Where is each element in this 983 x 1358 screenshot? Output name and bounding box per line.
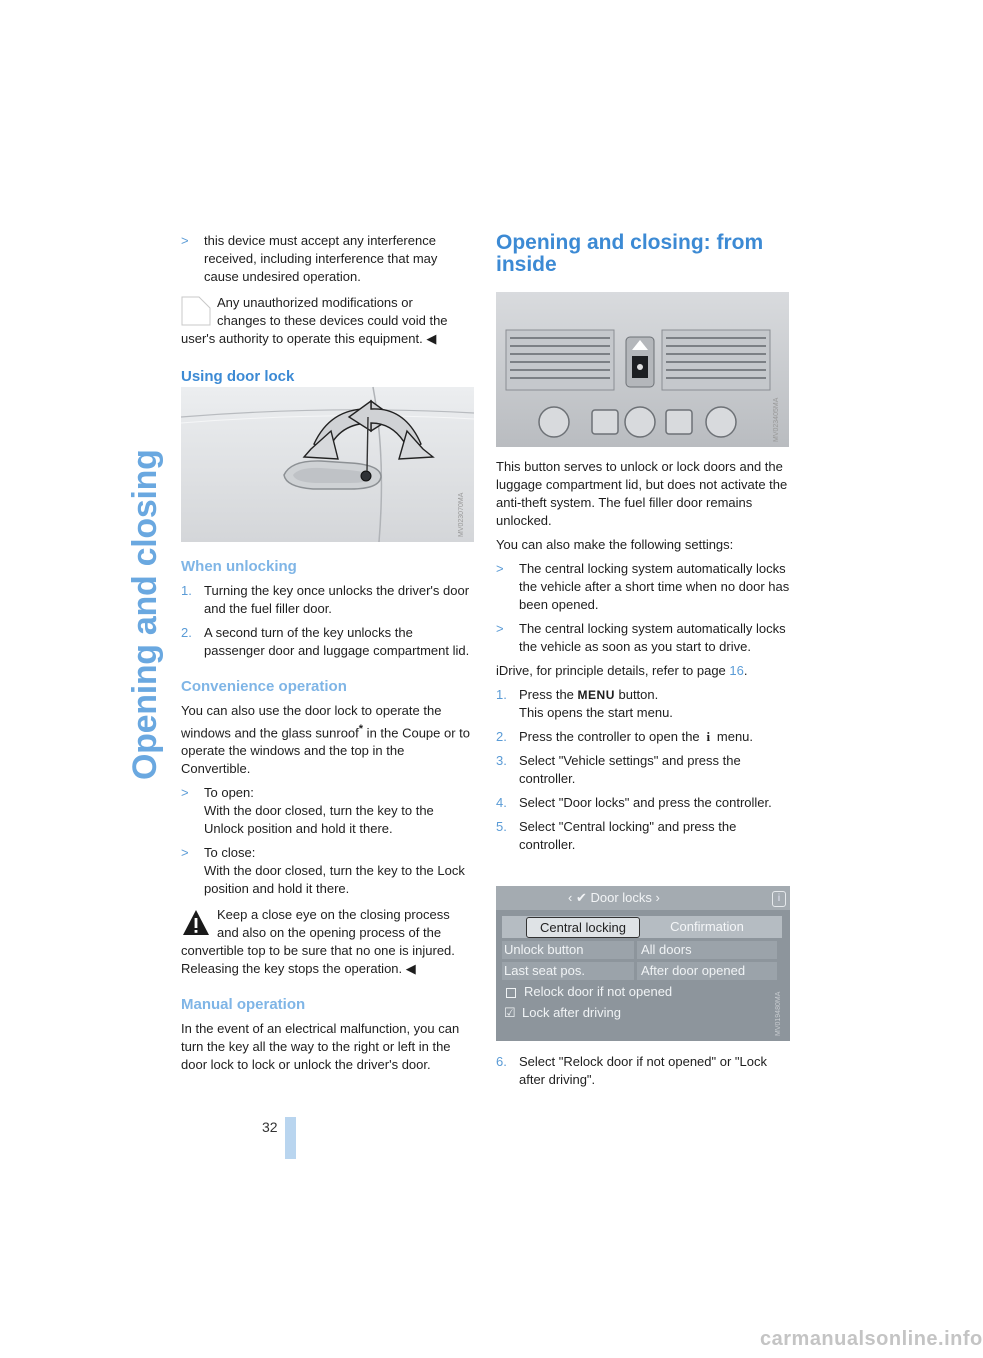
setting-value-all-doors[interactable]: All doors: [637, 941, 777, 959]
right-column: [496, 232, 790, 276]
note-icon: [181, 296, 211, 326]
list-item: 3. Select "Vehicle settings" and press the controller.: [496, 753, 741, 786]
figure-code: MV023405MA: [773, 397, 780, 442]
door-handle-illustration: [181, 387, 474, 542]
list-item: > The central locking system automatically locks the vehicle as soon as you start to drive.: [496, 621, 786, 654]
tab-central-locking[interactable]: Central locking: [526, 917, 640, 938]
info-icon: i: [772, 891, 786, 907]
list-item: 2. A second turn of the key unlocks the passenger door and luggage compartment lid.: [181, 625, 470, 658]
paragraph: In the event of an electrical malfunction, you can turn the key all the way to the right or left in the door lock to lock or unlock the driver's door.: [181, 1021, 460, 1073]
figure-code: MV019480MA: [775, 991, 782, 1036]
paragraph: iDrive, for principle details, refer to page 16.: [496, 663, 748, 678]
warning-icon: [181, 908, 211, 938]
option-lock-after-driving[interactable]: ☑ Lock after driving: [504, 1005, 621, 1020]
option-relock-door[interactable]: Relock door if not opened: [502, 983, 773, 1001]
checkmark-car-icon: ✔: [575, 890, 587, 905]
list-item: 1. Press the MENU button. This opens the start menu.: [496, 687, 673, 720]
paragraph: This button serves to unlock or lock doors and the luggage compartment lid, but does not activate the anti-theft system. The fuel filler door remains unlocked.: [496, 459, 788, 528]
menu-button-label: MENU: [577, 688, 615, 702]
heading-opening-closing-inside: Opening and closing: from inside: [496, 231, 764, 276]
heading-when-unlocking: When unlocking: [181, 558, 297, 575]
list-item: 6. Select "Relock door if not opened" or "Lock after driving".: [496, 1054, 767, 1087]
list-item: > To close: With the door closed, turn the key to the Lock position and hold it there.: [181, 845, 465, 897]
page-number: 32: [262, 1119, 278, 1135]
right-column-end: [496, 1053, 790, 1095]
paragraph: You can also make the following settings:: [496, 537, 734, 552]
checked-checkbox-icon: ☑: [504, 1005, 516, 1020]
center-console-figure: [496, 292, 789, 447]
screen-title: ‹ ✔ Door locks ›: [568, 890, 660, 905]
paragraph: You can also use the door lock to operate the windows and the glass sunroof* in the Coupe or to operate the windows and the top in the Convertible.: [181, 703, 471, 777]
center-console-illustration: [496, 292, 789, 447]
list-item: 4. Select "Door locks" and press the controller.: [496, 795, 772, 810]
tab-confirmation[interactable]: Confirmation: [670, 919, 744, 934]
left-column: [181, 232, 473, 386]
setting-label-unlock-button: Unlock button: [502, 941, 634, 959]
left-column-lower: [181, 558, 473, 1080]
footer-watermark: carmanualsonline.info: [760, 1328, 983, 1350]
door-lock-figure: [181, 387, 474, 542]
list-item: 5. Select "Central locking" and press the controller.: [496, 819, 737, 852]
heading-convenience-operation: Convenience operation: [181, 678, 347, 695]
list-item: 1. Turning the key once unlocks the driver's door and the fuel filler door.: [181, 583, 470, 616]
heading-using-door-lock: Using door lock: [181, 368, 295, 385]
note-fcc: Any unauthorized modifications or changes to these devices could void the user's authority to operate this equipment. ◀: [181, 295, 448, 346]
setting-value-after-door[interactable]: After door opened: [637, 962, 777, 980]
figure-code: MV023070MA: [458, 492, 465, 537]
right-column-lower: [496, 458, 790, 860]
page-link[interactable]: 16: [729, 663, 744, 678]
warning-note: Keep a close eye on the closing process and also on the opening process of the convertible top to be sure that no one is injured. Releasing the key stops the operation. ◀: [181, 907, 455, 977]
page-marker-bar: [285, 1117, 296, 1159]
checkbox-icon: [506, 988, 516, 998]
list-item: > The central locking system automatically locks the vehicle after a short time when no door has been opened.: [496, 561, 790, 612]
list-item: 2. Press the controller to open the i menu.: [496, 729, 754, 744]
list-item: > this device must accept any interference received, including interference that may cause undesired operation.: [181, 233, 438, 284]
heading-manual-operation: Manual operation: [181, 996, 306, 1014]
idrive-screen-figure: [496, 886, 790, 1041]
info-icon: i: [706, 729, 711, 744]
list-item: > To open: With the door closed, turn the key to the Unlock position and hold it there.: [181, 785, 434, 837]
section-title: Opening and closing: [126, 449, 164, 780]
setting-label-last-seat: Last seat pos.: [502, 962, 634, 980]
